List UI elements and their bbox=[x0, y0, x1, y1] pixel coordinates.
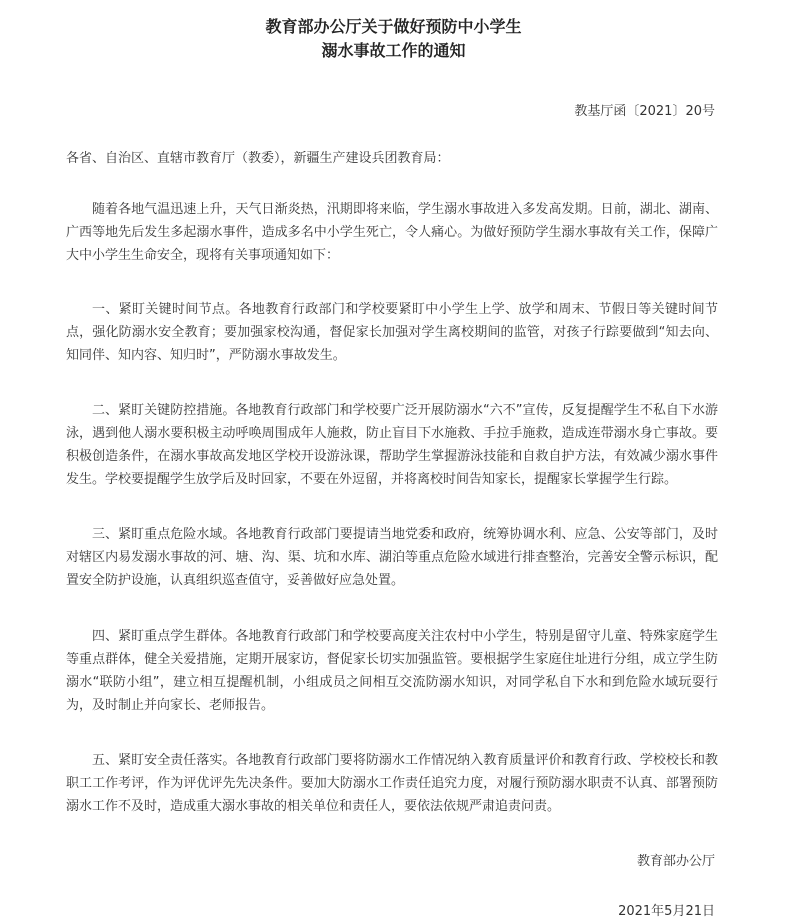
section-5-paragraph: 五、紧盯安全责任落实。各地教育行政部门要将防溺水工作情况纳入教育质量评价和教育行政、学校校长和教职工工作考评，作为评优评先先决条件。要加大防溺水工作责任追究力度，对履行预防溺水职责不认真、部署预防溺水工作不及时，造成重大溺水事故的相关单位和责任人，要依法依规严肃追责问责。 bbox=[66, 753, 718, 814]
salutation: 各省、自治区、直辖市教育厅（教委），新疆生产建设兵团教育局： bbox=[66, 151, 450, 166]
intro-paragraph: 随着各地气温迅速上升，天气日渐炎热，汛期即将来临，学生溺水事故进入多发高发期。日前，湖北、湖南、广西等地先后发生多起溺水事件，造成多名中小学生死亡，令人痛心。为做好预防学生溺水事故有关工作，保障广大中小学生生命安全，现将有关事项通知如下： bbox=[66, 202, 718, 263]
issuer-signature: 教育部办公厅 bbox=[636, 854, 715, 869]
section-3-paragraph: 三、紧盯重点危险水域。各地教育行政部门要提请当地党委和政府，统筹协调水利、应急、公安等部门，及时对辖区内易发溺水事故的河、塘、沟、渠、坑和水库、湖泊等重点危险水域进行排查整治，完善安全警示标识，配置安全防护设施，认真组织巡查值守，妥善做好应急处置。 bbox=[66, 527, 718, 588]
document-title-line-1: 教育部办公厅关于做好预防中小学生 bbox=[265, 17, 522, 36]
document-title-line-2: 溺水事故工作的通知 bbox=[321, 41, 466, 60]
document-number: 教基厅函〔2021〕20号 bbox=[574, 104, 715, 119]
section-4-paragraph: 四、紧盯重点学生群体。各地教育行政部门和学校要高度关注农村中小学生，特别是留守儿童、特殊家庭学生等重点群体，健全关爱措施，定期开展家访，督促家长切实加强监管。要根据学生家庭住址进行分组，成立学生防溺水“联防小组”，建立相互提醒机制，小组成员之间相互交流防溺水知识，对同学私自下水和到危险水域玩耍行为，及时制止并向家长、老师报告。 bbox=[66, 629, 718, 713]
section-1-paragraph: 一、紧盯关键时间节点。各地教育行政部门和学校要紧盯中小学生上学、放学和周末、节假日等关键时间节点，强化防溺水安全教育；要加强家校沟通，督促家长加强对学生离校期间的监管，对孩子行踪要做到“知去向、知同伴、知内容、知归时”，严防溺水事故发生。 bbox=[66, 302, 718, 363]
issue-date: 2021年5月21日 bbox=[618, 904, 715, 919]
section-2-paragraph: 二、紧盯关键防控措施。各地教育行政部门和学校要广泛开展防溺水“六不”宣传，反复提醒学生不私自下水游泳，遇到他人溺水要积极主动呼唤周围成年人施救，防止盲目下水施救、手拉手施救，造成连带溺水身亡事故。要积极创造条件，在溺水事故高发地区学校开设游泳课，帮助学生掌握游泳技能和自救自护方法，有效减少溺水事件发生。学校要提醒学生放学后及时回家，不要在外逗留，并将离校时间告知家长，提醒家长掌握学生行踪。 bbox=[66, 403, 718, 487]
